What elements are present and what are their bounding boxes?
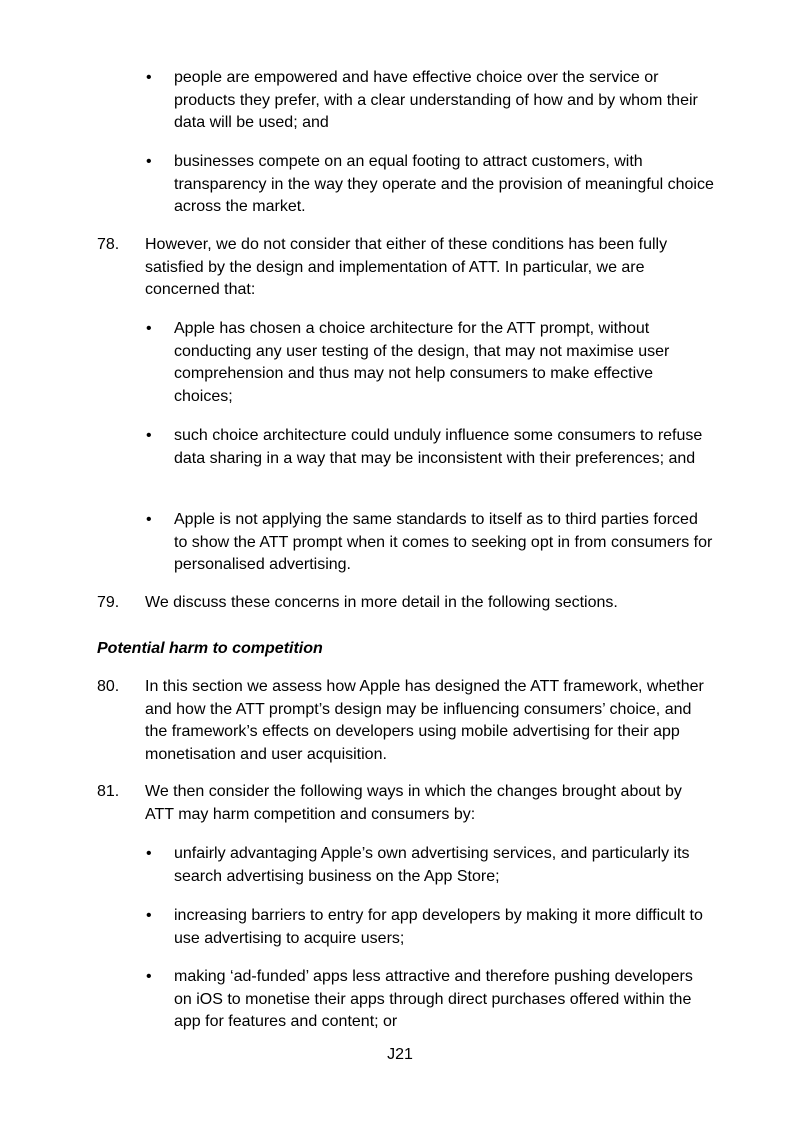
bullet-text: Apple has chosen a choice architecture for the ATT prompt, without conducting any user testing of the design, that may not maximise user comprehension and thus may not help consumers to make effective choices; <box>174 320 670 405</box>
bullet-glyph: • <box>146 153 152 170</box>
paragraph-text: However, we do not consider that either of these conditions has been fully satisfied by the design and implementation of ATT. In particular, we are concerned that: <box>145 236 668 298</box>
bullet-text: people are empowered and have effective choice over the service or products they prefer, with a clear understanding of how and by whom their data will be used; and <box>174 69 698 131</box>
page-number: J21 <box>387 1046 413 1063</box>
paragraph-text: We then consider the following ways in which the changes brought about by ATT may harm competition and consumers by: <box>145 783 682 823</box>
bullet-text: making ‘ad-funded’ apps less attractive and therefore pushing developers on iOS to monetise their apps through direct purchases offered within the app for features and content; or <box>174 968 693 1030</box>
paragraph-number: 78. <box>97 236 120 253</box>
paragraph-number: 79. <box>97 594 120 611</box>
bullet-glyph: • <box>146 845 152 862</box>
bullet-text: Apple is not applying the same standards to itself as to third parties forced to show the ATT prompt when it comes to seeking opt in from consumers for personalised advertising. <box>174 511 713 573</box>
bullet-glyph: • <box>146 69 152 86</box>
paragraph-text: We discuss these concerns in more detail in the following sections. <box>145 594 618 611</box>
bullet-glyph: • <box>146 427 152 444</box>
bullet-glyph: • <box>146 511 152 528</box>
bullet-text: businesses compete on an equal footing to attract customers, with transparency in the way they operate and the provision of meaningful choice across the market. <box>174 153 714 215</box>
bullet-text: such choice architecture could unduly influence some consumers to refuse data sharing in a way that may be inconsistent with their preferences; and <box>174 427 703 467</box>
bullet-glyph: • <box>146 320 152 337</box>
paragraph-number: 80. <box>97 678 120 695</box>
bullet-text: increasing barriers to entry for app developers by making it more difficult to use advertising to acquire users; <box>174 907 703 947</box>
bullet-glyph: • <box>146 907 152 924</box>
section-heading: Potential harm to competition <box>97 640 323 657</box>
paragraph-number: 81. <box>97 783 120 800</box>
bullet-glyph: • <box>146 968 152 985</box>
bullet-text: unfairly advantaging Apple’s own advertising services, and particularly its search advertising business on the App Store; <box>174 845 690 885</box>
paragraph-text: In this section we assess how Apple has designed the ATT framework, whether and how the ATT prompt’s design may be influencing consumers’ choice, and the framework’s effects on developers using mobile advertising for their app monetisation and user acquisition. <box>145 678 704 763</box>
